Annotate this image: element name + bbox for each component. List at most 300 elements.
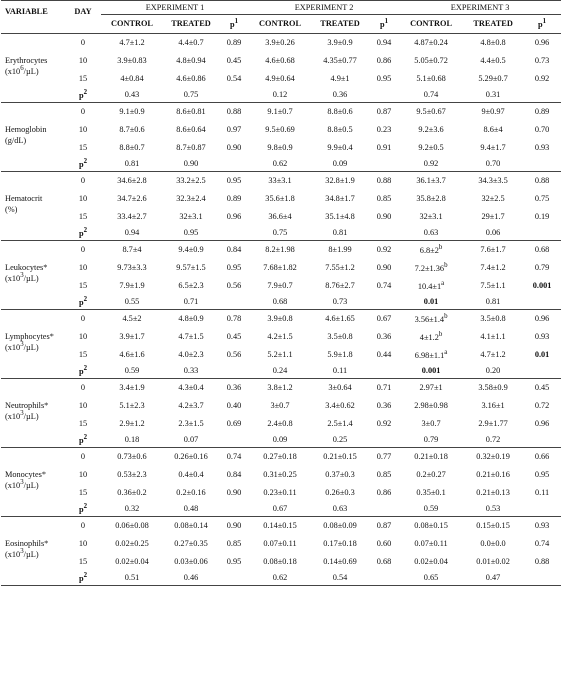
value-cell: 0.56: [226, 350, 242, 360]
value-cell: 0.74: [534, 539, 550, 549]
p2-empty-cell: [219, 157, 249, 172]
table-row: [1, 415, 561, 433]
value-cell: 0.92: [376, 419, 392, 429]
value-cell: 5.9±1.8: [327, 350, 353, 360]
value-cell: 4.6±1.6: [119, 350, 145, 360]
value-cell: 9.1±0.9: [119, 107, 145, 117]
value-cell: 0.73±0.6: [117, 452, 147, 462]
variable-unit: (%): [5, 205, 18, 215]
value-cell: 9.57±1.5: [176, 263, 206, 273]
value-cell: 4.7±1.5: [178, 332, 204, 342]
value-cell: 4.6±1.65: [325, 314, 355, 324]
p2-label: $p^2$: [65, 88, 101, 103]
table-row: [1, 241, 561, 260]
value-cell: 3.9±0.8: [267, 314, 293, 324]
value-cell: 3.9±1.7: [119, 332, 145, 342]
value-cell: 4.7±1.2: [119, 38, 145, 48]
value-cell: 7.55±1.2: [325, 263, 355, 273]
value-cell: 0.44: [376, 350, 392, 360]
value-cell: 0.4±0.4: [178, 470, 204, 480]
hematology-table: [1, 0, 561, 586]
p2-value: 0.12: [249, 88, 311, 103]
p2-value: 0.90: [163, 157, 219, 172]
header-control-1: CONTROL: [101, 15, 163, 34]
value-cell: 8.7±0.6: [119, 125, 145, 135]
value-cell: 7.68±1.82: [263, 263, 297, 273]
value-cell: 3.9±0.26: [265, 38, 295, 48]
value-cell: 0.74: [226, 452, 242, 462]
day-cell: 15: [78, 74, 88, 84]
value-cell: 9.5±0.67: [416, 107, 446, 117]
p2-empty-cell: [523, 571, 561, 586]
value-cell: 32.3±2.4: [176, 194, 206, 204]
value-cell: 0.91: [376, 143, 392, 153]
value-cell: 9.4±0.9: [178, 245, 204, 255]
value-cell: 0.88: [226, 107, 242, 117]
variable-label: [1, 34, 65, 103]
value-cell: 0.31±0.25: [263, 470, 297, 480]
value-cell: 9.9±0.4: [327, 143, 353, 153]
value-cell: 5.1±0.68: [416, 74, 446, 84]
value-cell: 4.8±0.8: [480, 38, 506, 48]
variable-label: [1, 517, 65, 586]
header-experiment-3: EXPERIMENT 3: [399, 1, 561, 15]
day-cell: 10: [78, 539, 88, 549]
value-cell: 0.17±0.18: [323, 539, 357, 549]
p2-label: $p^2$: [65, 364, 101, 379]
value-cell: 0.79: [534, 263, 550, 273]
variable-unit: $(x10^3/\mu L)$: [5, 272, 39, 284]
variable-label: [1, 379, 65, 448]
value-cell: 2.5±1.4: [327, 419, 353, 429]
value-cell: 0.78: [226, 314, 242, 324]
day-cell: 0: [80, 38, 86, 48]
variable-label: [1, 241, 65, 310]
value-cell: 7.4±1.2: [480, 263, 506, 273]
variable-name: Erythrocytes: [5, 56, 48, 65]
value-cell: 3±0.7: [270, 401, 290, 411]
value-cell: 4.3±0.4: [178, 383, 204, 393]
value-cell: 0.07±0.11: [414, 539, 448, 549]
value-cell: 6.5±2.3: [178, 281, 204, 291]
p2-value: 0.24: [249, 364, 311, 379]
value-cell: 0.90: [226, 143, 242, 153]
value-cell: 0.92: [534, 74, 550, 84]
value-cell: 34.8±1.7: [325, 194, 355, 204]
day-cell: 10: [78, 56, 88, 66]
value-cell: 34.6±2.8: [117, 176, 147, 186]
value-cell: 4±0.84: [120, 74, 144, 84]
table-row: [1, 190, 561, 208]
value-cell: 0.87: [376, 521, 392, 531]
p2-value: 0.92: [399, 157, 463, 172]
day-cell: 10: [78, 263, 88, 273]
value-cell: 4.8±0.9: [178, 314, 204, 324]
value-cell: 0.94: [376, 38, 392, 48]
value-cell: 9.4±1.7: [480, 143, 506, 153]
header-day: DAY: [65, 1, 101, 34]
p2-value: 0.11: [311, 364, 369, 379]
p2-empty-cell: [219, 433, 249, 448]
table-row: [1, 139, 561, 157]
value-cell: 5.29±0.7: [478, 74, 508, 84]
p2-value: 0.001: [399, 364, 463, 379]
value-cell: 0.88: [376, 176, 392, 186]
day-cell: 15: [78, 419, 88, 429]
value-cell: 3.16±1: [481, 401, 505, 411]
value-cell: 3.8±1.2: [267, 383, 293, 393]
value-cell: 7.2±1.36$^b$: [414, 262, 448, 274]
table-row: [1, 397, 561, 415]
value-cell: 35.1±4.8: [325, 212, 355, 222]
p2-value: 0.06: [463, 226, 523, 241]
variable-name: Leukocytes*: [5, 263, 48, 272]
p2-empty-cell: [523, 502, 561, 517]
value-cell: 0.66: [534, 452, 550, 462]
value-cell: 0.0±0.0: [480, 539, 506, 549]
value-cell: 0.89: [226, 194, 242, 204]
p2-label: $p^2$: [65, 502, 101, 517]
day-cell: 15: [78, 212, 88, 222]
value-cell: 4.2±1.5: [267, 332, 293, 342]
value-cell: 0.77: [376, 452, 392, 462]
table-row: [1, 448, 561, 467]
value-cell: 2.97±1: [419, 383, 443, 393]
table-row: [1, 52, 561, 70]
value-cell: 0.60: [376, 539, 392, 549]
value-cell: 0.02±0.04: [414, 557, 448, 567]
value-cell: 3±0.64: [328, 383, 352, 393]
value-cell: 32.8±1.9: [325, 176, 355, 186]
value-cell: 8.8±0.7: [119, 143, 145, 153]
value-cell: 0.74: [376, 281, 392, 291]
table-row: [1, 379, 561, 398]
value-cell: 33.4±2.7: [117, 212, 147, 222]
p2-value: 0.65: [399, 571, 463, 586]
value-cell: 4.8±0.94: [176, 56, 206, 66]
value-cell: 5.2±1.1: [267, 350, 293, 360]
value-cell: 0.01±0.02: [476, 557, 510, 567]
p2-value: 0.63: [399, 226, 463, 241]
value-cell: 3.5±0.8: [327, 332, 353, 342]
value-cell: 0.89: [534, 107, 550, 117]
value-cell: 0.26±0.3: [325, 488, 355, 498]
value-cell: 0.37±0.3: [325, 470, 355, 480]
p2-value: 0.18: [101, 433, 163, 448]
value-cell: 0.90: [376, 212, 392, 222]
value-cell: 0.84: [226, 470, 242, 480]
variable-label: [1, 310, 65, 379]
value-cell: 8.6±0.64: [176, 125, 206, 135]
value-cell: 4.87±0.24: [414, 38, 448, 48]
value-cell: 0.14±0.69: [323, 557, 357, 567]
p2-row: [1, 88, 561, 103]
value-cell: 0.21±0.15: [323, 452, 357, 462]
p2-value: 0.54: [311, 571, 369, 586]
p2-value: 0.48: [163, 502, 219, 517]
value-cell: 8.6±0.81: [176, 107, 206, 117]
value-cell: 0.08±0.14: [174, 521, 208, 531]
p2-empty-cell: [219, 364, 249, 379]
value-cell: 0.40: [226, 401, 242, 411]
value-cell: 0.08±0.15: [414, 521, 448, 531]
table-row: [1, 466, 561, 484]
value-cell: 0.06±0.08: [115, 521, 149, 531]
value-cell: 8.2±1.98: [265, 245, 295, 255]
p2-value: 0.67: [249, 502, 311, 517]
value-cell: 0.88: [534, 176, 550, 186]
value-cell: 0.08±0.09: [323, 521, 357, 531]
p2-empty-cell: [523, 433, 561, 448]
value-cell: 0.68: [534, 245, 550, 255]
value-cell: 0.36: [376, 332, 392, 342]
p2-empty-cell: [369, 433, 399, 448]
table-row: [1, 70, 561, 88]
value-cell: 4.9±1: [330, 74, 350, 84]
p2-empty-cell: [523, 157, 561, 172]
value-cell: 0.73: [534, 56, 550, 66]
day-cell: 0: [80, 383, 86, 393]
table-row: [1, 517, 561, 536]
value-cell: 0.19: [534, 212, 550, 222]
value-cell: 5.05±0.72: [414, 56, 448, 66]
day-cell: 15: [78, 557, 88, 567]
p2-value: 0.09: [311, 157, 369, 172]
value-cell: 0.2±0.16: [176, 488, 206, 498]
p2-value: 0.32: [101, 502, 163, 517]
value-cell: 8.7±0.87: [176, 143, 206, 153]
value-cell: 4±1.2$^b$: [419, 331, 443, 343]
variable-name: Eosinophils*: [5, 539, 49, 548]
value-cell: 7.9±1.9: [119, 281, 145, 291]
day-cell: 10: [78, 125, 88, 135]
value-cell: 0.15±0.15: [476, 521, 510, 531]
value-cell: 6.98±1.1$^a$: [414, 349, 448, 361]
value-cell: 8±1.99: [328, 245, 352, 255]
value-cell: 0.89: [226, 38, 242, 48]
value-cell: 4.7±1.2: [480, 350, 506, 360]
p2-value: 0.73: [311, 295, 369, 310]
value-cell: 0.14±0.15: [263, 521, 297, 531]
value-cell: 4.9±0.64: [265, 74, 295, 84]
p2-empty-cell: [523, 295, 561, 310]
header-experiment-2: EXPERIMENT 2: [249, 1, 399, 15]
day-cell: 0: [80, 314, 86, 324]
p2-value: 0.75: [163, 88, 219, 103]
day-cell: 10: [78, 194, 88, 204]
value-cell: 0.90: [226, 488, 242, 498]
p2-value: 0.46: [163, 571, 219, 586]
header-p1-3: $p^1$: [523, 15, 561, 34]
day-cell: 0: [80, 452, 86, 462]
p2-value: 0.59: [101, 364, 163, 379]
value-cell: 7.5±1.1: [480, 281, 506, 291]
day-cell: 15: [78, 350, 88, 360]
variable-unit: $(x10^6/\mu L)$: [5, 65, 39, 77]
p2-value: 0.59: [399, 502, 463, 517]
p2-value: 0.47: [463, 571, 523, 586]
value-cell: 0.36±0.2: [117, 488, 147, 498]
header-control-3: CONTROL: [399, 15, 463, 34]
value-cell: 0.45: [226, 56, 242, 66]
value-cell: 0.08±0.18: [263, 557, 297, 567]
value-cell: 0.96: [534, 419, 550, 429]
table-row: [1, 121, 561, 139]
value-cell: 0.96: [534, 38, 550, 48]
day-cell: 15: [78, 143, 88, 153]
value-cell: 0.35±0.1: [416, 488, 446, 498]
value-cell: 0.96: [534, 314, 550, 324]
p2-row: [1, 502, 561, 517]
p2-empty-cell: [219, 88, 249, 103]
table-row: [1, 277, 561, 295]
value-cell: 0.11: [534, 488, 550, 498]
table-row: [1, 103, 561, 122]
value-cell: 0.36: [376, 401, 392, 411]
value-cell: 0.21±0.18: [414, 452, 448, 462]
value-cell: 32±2.5: [481, 194, 505, 204]
value-cell: 2.9±1.2: [119, 419, 145, 429]
p2-value: 0.81: [311, 226, 369, 241]
variable-name: Neutrophils*: [5, 401, 49, 410]
header-row-experiments: [1, 1, 561, 15]
value-cell: 0.95: [226, 176, 242, 186]
variable-label: [1, 103, 65, 172]
value-cell: 0.67: [376, 314, 392, 324]
day-cell: 0: [80, 521, 86, 531]
p2-label: $p^2$: [65, 433, 101, 448]
value-cell: 35.6±1.8: [265, 194, 295, 204]
value-cell: 0.85: [376, 194, 392, 204]
value-cell: 36.6±4: [268, 212, 292, 222]
header-treated-3: TREATED: [463, 15, 523, 34]
day-cell: 15: [78, 488, 88, 498]
value-cell: 0.26±0.16: [174, 452, 208, 462]
p2-label: $p^2$: [65, 157, 101, 172]
p2-value: 0.33: [163, 364, 219, 379]
table-row: [1, 535, 561, 553]
value-cell: 0.72: [534, 401, 550, 411]
p2-value: 0.72: [463, 433, 523, 448]
value-cell: 0.68: [376, 557, 392, 567]
p2-value: 0.53: [463, 502, 523, 517]
value-cell: 0.84: [226, 245, 242, 255]
p2-value: 0.31: [463, 88, 523, 103]
value-cell: 4.6±0.86: [176, 74, 206, 84]
value-cell: 2.98±0.98: [414, 401, 448, 411]
value-cell: 4.1±1.1: [480, 332, 506, 342]
value-cell: 3.4±1.9: [119, 383, 145, 393]
value-cell: 0.32±0.19: [476, 452, 510, 462]
p2-row: [1, 157, 561, 172]
value-cell: 3.58±0.9: [478, 383, 508, 393]
day-cell: 10: [78, 401, 88, 411]
p2-value: 0.62: [249, 571, 311, 586]
p2-empty-cell: [369, 364, 399, 379]
header-control-2: CONTROL: [249, 15, 311, 34]
value-cell: 0.56: [226, 281, 242, 291]
value-cell: 0.45: [226, 332, 242, 342]
value-cell: 0.93: [534, 332, 550, 342]
value-cell: 0.53±2.3: [117, 470, 147, 480]
p2-value: 0.74: [399, 88, 463, 103]
value-cell: 8.6±4: [483, 125, 503, 135]
header-treated-2: TREATED: [311, 15, 369, 34]
value-cell: 29±1.7: [481, 212, 505, 222]
day-cell: 0: [80, 245, 86, 255]
p2-value: 0.94: [101, 226, 163, 241]
variable-unit: $(x10^3/\mu L)$: [5, 410, 39, 422]
p2-value: 0.55: [101, 295, 163, 310]
value-cell: 35.8±2.8: [416, 194, 446, 204]
value-cell: 5.1±2.3: [119, 401, 145, 411]
value-cell: 2.4±0.8: [267, 419, 293, 429]
variable-name: Monocytes*: [5, 470, 47, 479]
table-row: [1, 259, 561, 277]
value-cell: 0.001: [532, 281, 552, 291]
value-cell: 3.9±0.9: [327, 38, 353, 48]
p2-value: 0.81: [101, 157, 163, 172]
value-cell: 0.01: [534, 350, 550, 360]
p2-empty-cell: [523, 226, 561, 241]
value-cell: 0.45: [534, 383, 550, 393]
variable-unit: $(x10^3/\mu L)$: [5, 548, 39, 560]
value-cell: 0.92: [376, 245, 392, 255]
p2-value: 0.01: [399, 295, 463, 310]
value-cell: 8.8±0.6: [327, 107, 353, 117]
table-row: [1, 328, 561, 346]
value-cell: 3.5±0.8: [480, 314, 506, 324]
p2-value: 0.09: [249, 433, 311, 448]
p2-row: [1, 226, 561, 241]
value-cell: 4.6±0.68: [265, 56, 295, 66]
p2-value: 0.68: [249, 295, 311, 310]
value-cell: 0.86: [376, 488, 392, 498]
value-cell: 0.03±0.06: [174, 557, 208, 567]
table-row: [1, 208, 561, 226]
p2-empty-cell: [369, 88, 399, 103]
value-cell: 0.95: [534, 470, 550, 480]
value-cell: 8.76±2.7: [325, 281, 355, 291]
value-cell: 9±0.97: [481, 107, 505, 117]
value-cell: 0.21±0.16: [476, 470, 510, 480]
value-cell: 7.9±0.7: [267, 281, 293, 291]
table-row: [1, 34, 561, 53]
value-cell: 0.70: [534, 125, 550, 135]
value-cell: 0.93: [534, 521, 550, 531]
value-cell: $10.4\pm 1^a$: [417, 280, 445, 292]
table-row: [1, 346, 561, 364]
value-cell: $6.8\pm 2^b$: [419, 244, 443, 256]
p2-value: 0.36: [311, 88, 369, 103]
p2-value: 0.63: [311, 502, 369, 517]
header-variable: VARIABLE: [1, 1, 65, 34]
value-cell: 4.5±2: [122, 314, 142, 324]
p2-label: $p^2$: [65, 295, 101, 310]
value-cell: 9.2±0.5: [418, 143, 444, 153]
value-cell: 0.93: [534, 143, 550, 153]
header-treated-1: TREATED: [163, 15, 219, 34]
variable-name: Lymphocytes*: [5, 332, 54, 341]
value-cell: 0.95: [226, 263, 242, 273]
value-cell: 8.7±4: [122, 245, 142, 255]
p2-value: 0.51: [101, 571, 163, 586]
value-cell: 4.4±0.5: [480, 56, 506, 66]
day-cell: 10: [78, 470, 88, 480]
p2-row: [1, 295, 561, 310]
value-cell: 9.1±0.7: [267, 107, 293, 117]
p2-empty-cell: [219, 502, 249, 517]
